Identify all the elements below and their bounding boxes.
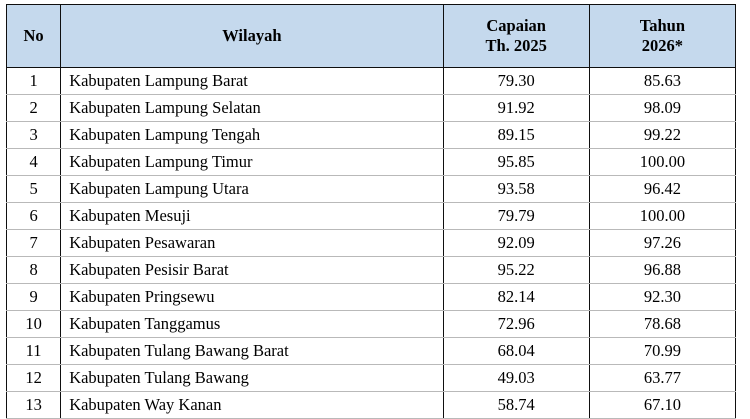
cell-tahun: 96.88 — [589, 257, 735, 284]
cell-capaian: 79.79 — [443, 203, 589, 230]
cell-wilayah: Kabupaten Pesisir Barat — [61, 257, 443, 284]
cell-no: 12 — [7, 365, 61, 392]
cell-no: 6 — [7, 203, 61, 230]
cell-no: 5 — [7, 176, 61, 203]
cell-capaian: 93.58 — [443, 176, 589, 203]
column-header-capaian-line1: Capaian — [486, 16, 546, 36]
cell-no: 11 — [7, 338, 61, 365]
cell-tahun: 67.10 — [589, 392, 735, 419]
table-row — [7, 392, 736, 419]
cell-tahun: 70.99 — [589, 338, 735, 365]
cell-wilayah: Kabupaten Way Kanan — [61, 392, 443, 419]
cell-wilayah: Kabupaten Pesawaran — [61, 230, 443, 257]
cell-capaian: 72.96 — [443, 311, 589, 338]
cell-wilayah: Kabupaten Lampung Utara — [61, 176, 443, 203]
table-row — [7, 176, 736, 203]
cell-no: 2 — [7, 95, 61, 122]
table-row — [7, 122, 736, 149]
cell-wilayah: Kabupaten Pringsewu — [61, 284, 443, 311]
cell-no: 4 — [7, 149, 61, 176]
column-header-tahun — [589, 5, 735, 68]
cell-wilayah: Kabupaten Tanggamus — [61, 311, 443, 338]
table-row — [7, 95, 736, 122]
cell-tahun: 78.68 — [589, 311, 735, 338]
cell-wilayah: Kabupaten Mesuji — [61, 203, 443, 230]
table-header — [7, 5, 736, 68]
cell-wilayah: Kabupaten Lampung Timur — [61, 149, 443, 176]
cell-wilayah: Kabupaten Lampung Barat — [61, 68, 443, 95]
cell-capaian: 82.14 — [443, 284, 589, 311]
cell-tahun: 92.30 — [589, 284, 735, 311]
table-row — [7, 149, 736, 176]
cell-wilayah: Kabupaten Lampung Tengah — [61, 122, 443, 149]
data-table-container — [6, 4, 736, 419]
cell-capaian: 95.85 — [443, 149, 589, 176]
cell-tahun: 98.09 — [589, 95, 735, 122]
table-row — [7, 68, 736, 95]
column-header-capaian-line2: Th. 2025 — [485, 36, 547, 55]
cell-capaian: 95.22 — [443, 257, 589, 284]
table-header-row — [7, 5, 736, 68]
cell-tahun: 96.42 — [589, 176, 735, 203]
cell-capaian: 68.04 — [443, 338, 589, 365]
table-body — [7, 68, 736, 419]
cell-tahun: 63.77 — [589, 365, 735, 392]
cell-no: 8 — [7, 257, 61, 284]
cell-capaian: 58.74 — [443, 392, 589, 419]
table-row — [7, 284, 736, 311]
column-header-wilayah: Wilayah — [61, 5, 443, 68]
cell-capaian: 79.30 — [443, 68, 589, 95]
cell-capaian: 92.09 — [443, 230, 589, 257]
cell-no: 7 — [7, 230, 61, 257]
cell-no: 1 — [7, 68, 61, 95]
table-row — [7, 311, 736, 338]
cell-no: 9 — [7, 284, 61, 311]
table-row — [7, 338, 736, 365]
cell-no: 3 — [7, 122, 61, 149]
table-row — [7, 230, 736, 257]
cell-capaian: 89.15 — [443, 122, 589, 149]
cell-no: 10 — [7, 311, 61, 338]
column-header-tahun-line1: Tahun — [639, 16, 686, 36]
table-row — [7, 203, 736, 230]
cell-tahun: 97.26 — [589, 230, 735, 257]
cell-wilayah: Kabupaten Lampung Selatan — [61, 95, 443, 122]
cell-tahun: 85.63 — [589, 68, 735, 95]
regional-achievement-table — [6, 4, 736, 419]
cell-capaian: 91.92 — [443, 95, 589, 122]
cell-tahun: 99.22 — [589, 122, 735, 149]
cell-capaian: 49.03 — [443, 365, 589, 392]
cell-tahun: 100.00 — [589, 149, 735, 176]
column-header-no: No — [7, 5, 61, 68]
column-header-tahun-line2: 2026* — [641, 36, 684, 55]
table-row — [7, 365, 736, 392]
table-row — [7, 257, 736, 284]
cell-tahun: 100.00 — [589, 203, 735, 230]
cell-wilayah: Kabupaten Tulang Bawang — [61, 365, 443, 392]
cell-no: 13 — [7, 392, 61, 419]
column-header-capaian — [443, 5, 589, 68]
cell-wilayah: Kabupaten Tulang Bawang Barat — [61, 338, 443, 365]
